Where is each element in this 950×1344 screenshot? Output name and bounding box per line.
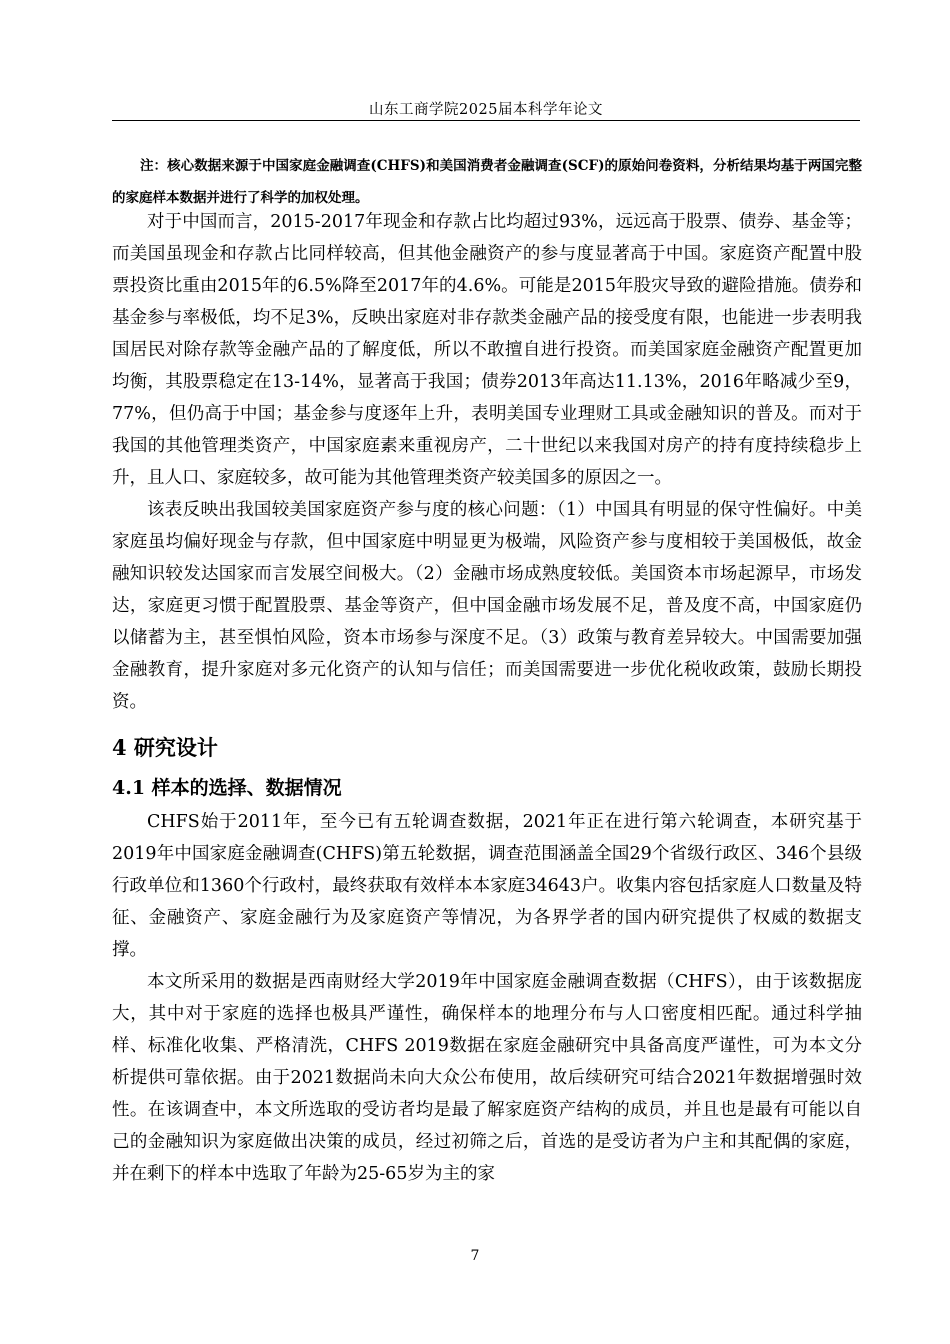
- subsection-heading: 4.1 样本的选择、数据情况: [112, 777, 342, 799]
- page-number: 7: [470, 1248, 480, 1264]
- running-header: 山东工商学院2025届本科学年论文: [369, 102, 603, 118]
- section-heading: 4 研究设计: [112, 735, 218, 760]
- paragraph: 该表反映出我国较美国家庭资产参与度的核心问题：（1）中国具有明显的保守性偏好。中美家庭虽均偏好现金与存款，但中国家庭中明显更为极端，风险资产参与度相较于美国极低，故金融知识较发达国家而言发展空间极大。（2）金融市场成熟度较低。美国资本市场起源早，市场发达，家庭更习惯于配置股票、基金等资产，但中国金融市场发展不足，普及度不高，中国家庭仍以储蓄为主，甚至惧怕风险，资本市场参与深度不足。（3）政策与教育差异较大。中国需要加强金融教育，提升家庭对多元化资产的认知与信任；而美国需要进一步优化税收政策，鼓励长期投资。: [112, 500, 862, 712]
- paragraph: CHFS始于2011年，至今已有五轮调查数据，2021年正在进行第六轮调查，本研究基于2019年中国家庭金融调查(CHFS)第五轮数据，调查范围涵盖全国29个省级行政区、346个县级行政单位和1360个行政村，最终获取有效样本本家庭34643户。收集内容包括家庭人口数量及特征、金融资产、家庭金融行为及家庭资产等情况，为各界学者的国内研究提供了权威的数据支撑。: [112, 812, 862, 960]
- paragraph: 对于中国而言，2015-2017年现金和存款占比均超过93%，远远高于股票、债券、基金等；而美国虽现金和存款占比同样较高，但其他金融资产的参与度显著高于中国。家庭资产配置中股票投资比重由2015年的6.5%降至2017年的4.6%。可能是2015年股灾导致的避险措施。债券和基金参与率极低，均不足3%，反映出家庭对非存款类金融产品的接受度有限，也能进一步表明我国居民对除存款等金融产品的了解度低，所以不敢擅自进行投资。而美国家庭金融资产配置更加均衡，其股票稳定在13-14%，显著高于我国；债券2013年高达11.13%，2016年略减少至9，77%，但仍高于中国；基金参与度逐年上升，表明美国专业理财工具或金融知识的普及。而对于我国的其他管理类资产，中国家庭素来重视房产，二十世纪以来我国对房产的持有度持续稳步上升，且人口、家庭较多，故可能为其他管理类资产较美国多的原因之一。: [112, 212, 862, 488]
- table-note: 注：核心数据来源于中国家庭金融调查(CHFS)和美国消费者金融调查(SCF)的原始问卷资料，分析结果均基于两国完整的家庭样本数据并进行了科学的加权处理。: [112, 158, 862, 206]
- body-text: [112, 206, 862, 1190]
- header-divider: [112, 120, 860, 121]
- paragraph: 本文所采用的数据是西南财经大学2019年中国家庭金融调查数据（CHFS），由于该数据庞大，其中对于家庭的选择也极具严谨性，确保样本的地理分布与人口密度相匹配。通过科学抽样、标准化收集、严格清洗，CHFS 2019数据在家庭金融研究中具备高度严谨性，可为本文分析提供可靠依据。由于2021数据尚未向大众公布使用，故后续研究可结合2021年数据增强时效性。在该调查中，本文所选取的受访者均是最了解家庭资产结构的成员，并且也是最有可能以自己的金融知识为家庭做出决策的成员，经过初筛之后，首选的是受访者为户主和其配偶的家庭，并在剩下的样本中选取了年龄为25-65岁为主的家: [112, 972, 862, 1184]
